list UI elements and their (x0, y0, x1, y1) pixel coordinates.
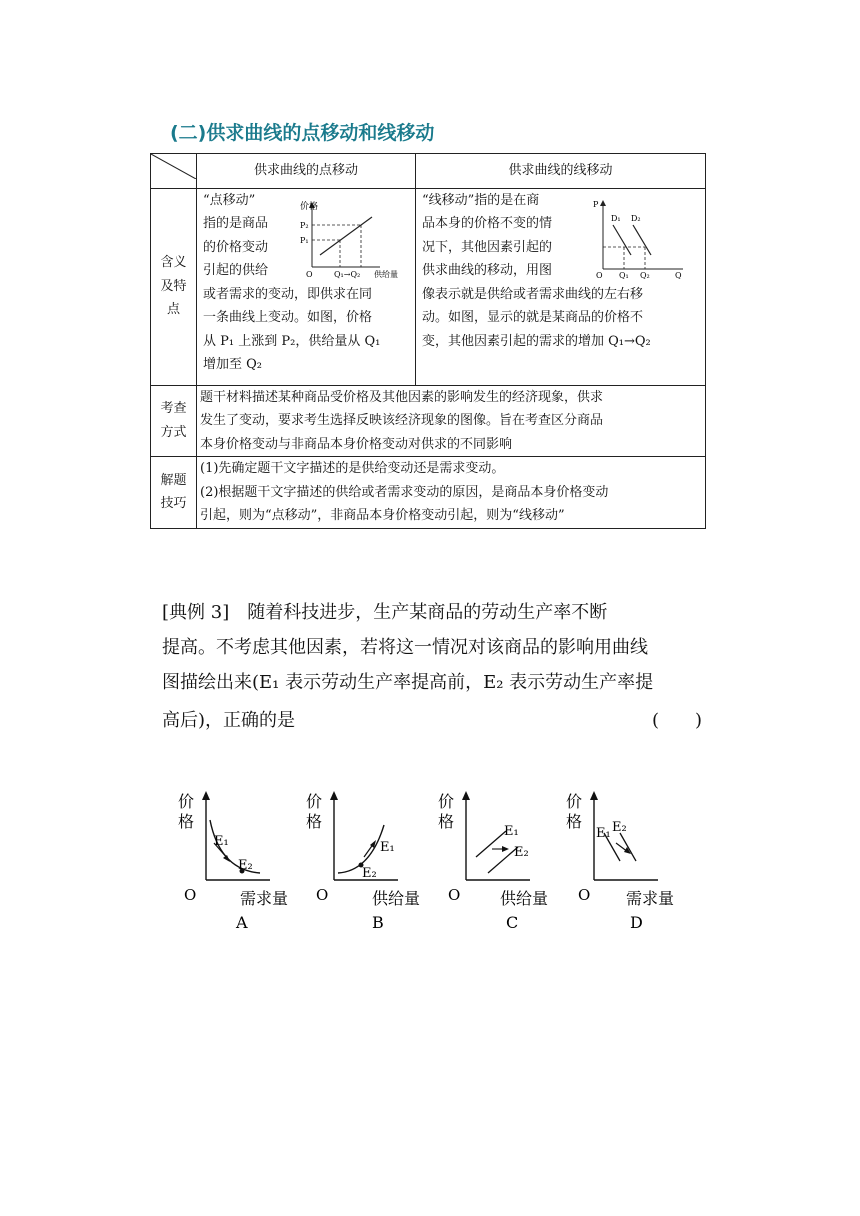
line-move-diagram (591, 195, 691, 279)
option-d-letter: D (630, 913, 643, 932)
option-b-e1: E₁ (380, 840, 395, 855)
option-b-origin: O (316, 886, 329, 904)
row-label-line: 及特 (160, 278, 187, 294)
row-label-line: 含义 (160, 255, 187, 271)
diagram-p2-label: P₂ (300, 220, 309, 230)
option-d-e2: E₂ (612, 820, 627, 835)
answer-options (170, 785, 710, 935)
option-a-xlabel: 需求量 (240, 889, 289, 908)
text-line: 发生了变动，要求考生选择反映该经济现象的图像。旨在考查区分商品 (200, 413, 604, 428)
diagram-origin-label: O (306, 269, 313, 279)
text-line: 引起的供给 (203, 263, 269, 278)
option-c-ylabel: 格 (438, 812, 455, 831)
text-line: 引起，则为“点移动”，非商品本身价格变动引起，则为“线移动” (200, 508, 565, 523)
section-title: (二)供求曲线的点移动和线移动 (170, 122, 435, 144)
text-line: (2)根据题干文字描述的供给或者需求变动的原因，是商品本身价格变动 (200, 484, 609, 500)
diagram-p1-label: P₁ (300, 235, 309, 245)
tips-cell (197, 457, 706, 529)
diagram-q-label: Q (675, 270, 682, 279)
text-line: 一条曲线上变动。如图，价格 (203, 310, 373, 325)
row-label-meaning (151, 188, 197, 385)
diagram-q-label: Q₁→Q₂ (334, 269, 361, 279)
diagram-q1-label: Q₁ (619, 270, 629, 279)
option-b-xlabel: 供给量 (372, 889, 421, 908)
text-line: 的价格变动 (203, 239, 269, 255)
option-a-ylabel: 格 (178, 812, 195, 831)
option-c-origin: O (448, 886, 461, 904)
example-line-2: 提高。不考虑其他因素，若将这一情况对该商品的影响用曲线 (162, 637, 648, 658)
diagram-q2-label: Q₂ (640, 270, 650, 279)
option-a-ylabel: 价 (178, 792, 195, 811)
option-d-e1: E₁ (596, 826, 611, 841)
option-b-letter: B (372, 913, 384, 932)
option-b-e2: E₂ (362, 866, 377, 881)
option-d-origin: O (578, 886, 591, 904)
diagram-d1-label: D₁ (611, 213, 621, 223)
option-a-e1: E₁ (214, 834, 229, 849)
answer-blank: ( ) (651, 710, 702, 731)
diagram-supply-label: 供给量 (374, 269, 398, 279)
line-move-cell (416, 188, 706, 385)
row-label-line: 方式 (160, 424, 187, 440)
example-line-1: [典例 3] 随着科技进步，生产某商品的劳动生产率不断 (162, 602, 608, 623)
option-c-ylabel: 价 (438, 792, 455, 811)
text-line: 动。如图，显示的就是某商品的价格不 (422, 310, 644, 325)
text-line: “点移动” (203, 192, 256, 208)
text-line: 况下，其他因素引起的 (422, 239, 553, 255)
table-corner-cell (151, 154, 197, 189)
row-label-method (151, 385, 197, 457)
option-d-xlabel: 需求量 (626, 889, 675, 908)
text-line: “线移动”指的是在商 (422, 192, 540, 208)
option-a-e2: E₂ (238, 858, 253, 873)
option-d-ylabel: 价 (566, 792, 583, 811)
text-line: 或者需求的变动，即供求在同 (203, 286, 373, 302)
row-label-line: 点 (166, 302, 180, 318)
diagram-price-label: 价格 (300, 201, 319, 212)
option-c-xlabel: 供给量 (500, 889, 549, 908)
text-line: 品本身的价格不变的情 (422, 216, 553, 231)
option-a-letter: A (236, 913, 248, 932)
text-line: 变，其他因素引起的需求的增加 Q₁→Q₂ (422, 333, 651, 349)
text-line: 增加至 Q₂ (203, 357, 263, 372)
diagram-origin-label: O (596, 270, 603, 279)
option-c-e1: E₁ (504, 824, 519, 839)
point-move-cell (197, 188, 416, 385)
example-line-3: 图描绘出来(E₁ 表示劳动生产率提高前，E₂ 表示劳动生产率提 (162, 672, 654, 693)
comparison-table (150, 153, 706, 529)
header-point-move: 供求曲线的点移动 (197, 154, 416, 189)
text-line: 像表示就是供给或者需求曲线的左右移 (422, 286, 644, 302)
point-move-diagram (282, 199, 412, 279)
method-cell (197, 385, 706, 457)
option-b-ylabel: 格 (306, 812, 323, 831)
option-a-origin: O (184, 886, 197, 904)
row-label-tips (151, 457, 197, 529)
diagram-d2-label: D₂ (631, 213, 641, 223)
example-line-4 (162, 705, 702, 737)
text-line: 供求曲线的移动，用图 (422, 263, 553, 278)
option-a-graph (178, 791, 288, 932)
corner-diagonal (151, 154, 196, 179)
option-c-graph (438, 791, 548, 932)
row-label-line: 技巧 (160, 496, 187, 512)
text-line: 题干材料描述某种商品受价格及其他因素的影响发生的经济现象，供求 (200, 389, 604, 405)
row-label-line: 解题 (160, 472, 187, 488)
example-question-text: 高后)，正确的是 (162, 710, 296, 731)
header-line-move: 供求曲线的线移动 (416, 154, 706, 189)
option-c-letter: C (506, 913, 519, 932)
row-label-line: 考查 (160, 401, 187, 417)
option-b-ylabel: 价 (306, 792, 323, 811)
text-line: 本身价格变动与非商品本身价格变动对供求的不同影响 (200, 436, 513, 452)
option-c-e2: E₂ (514, 845, 529, 860)
option-d-graph (566, 791, 674, 932)
option-d-ylabel: 格 (566, 812, 583, 831)
text-line: (1)先确定题干文字描述的是供给变动还是需求变动。 (200, 461, 505, 476)
text-line: 从 P₁ 上涨到 P₂，供给量从 Q₁ (203, 333, 381, 349)
option-b-graph (306, 791, 420, 932)
diagram-p-label: P (593, 199, 599, 209)
text-line: 指的是商品 (203, 216, 269, 231)
